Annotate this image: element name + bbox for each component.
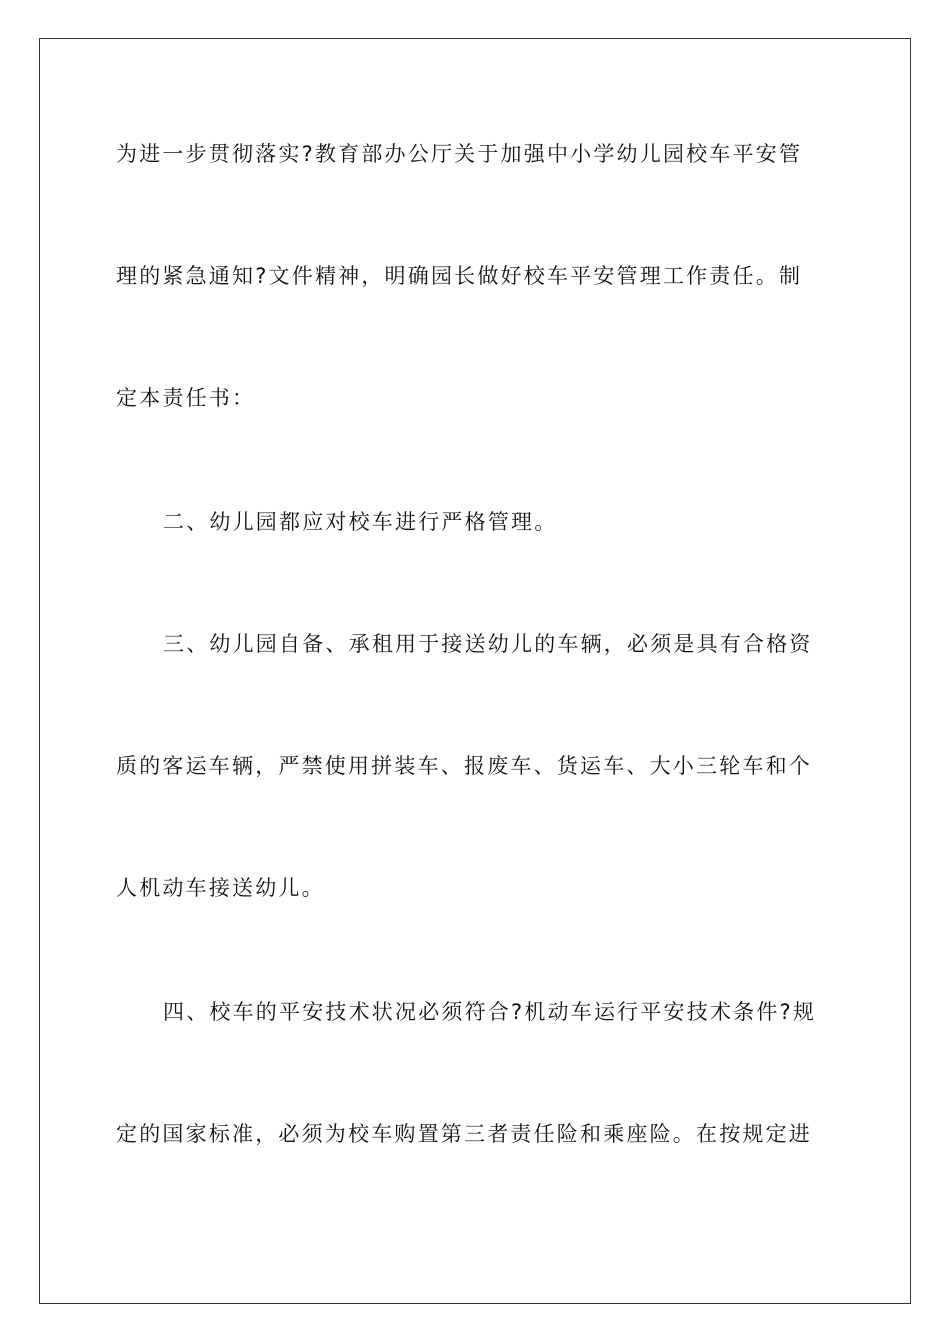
paragraph-line-2: 理的紧急通知?文件精神，明确园长做好校车平安管理工作责任。制 <box>116 264 803 288</box>
page-border <box>39 38 911 1304</box>
paragraph-line-1: 为进一步贯彻落实?教育部办公厅关于加强中小学幼儿园校车平安管 <box>116 142 803 166</box>
paragraph-line-5: 三、幼儿园自备、承租用于接送幼儿的车辆，必须是具有合格资 <box>163 632 813 656</box>
paragraph-line-8: 四、校车的平安技术状况必须符合?机动车运行平安技术条件?规 <box>163 1000 817 1024</box>
paragraph-line-3: 定本责任书： <box>116 386 256 410</box>
paragraph-line-4: 二、幼儿园都应对校车进行严格管理。 <box>163 510 558 534</box>
paragraph-line-7: 人机动车接送幼儿。 <box>116 876 325 900</box>
paragraph-line-9: 定的国家标准，必须为校车购置第三者责任险和乘座险。在按规定进 <box>116 1122 812 1146</box>
paragraph-line-6: 质的客运车辆，严禁使用拼装车、报废车、货运车、大小三轮车和个 <box>116 754 812 778</box>
